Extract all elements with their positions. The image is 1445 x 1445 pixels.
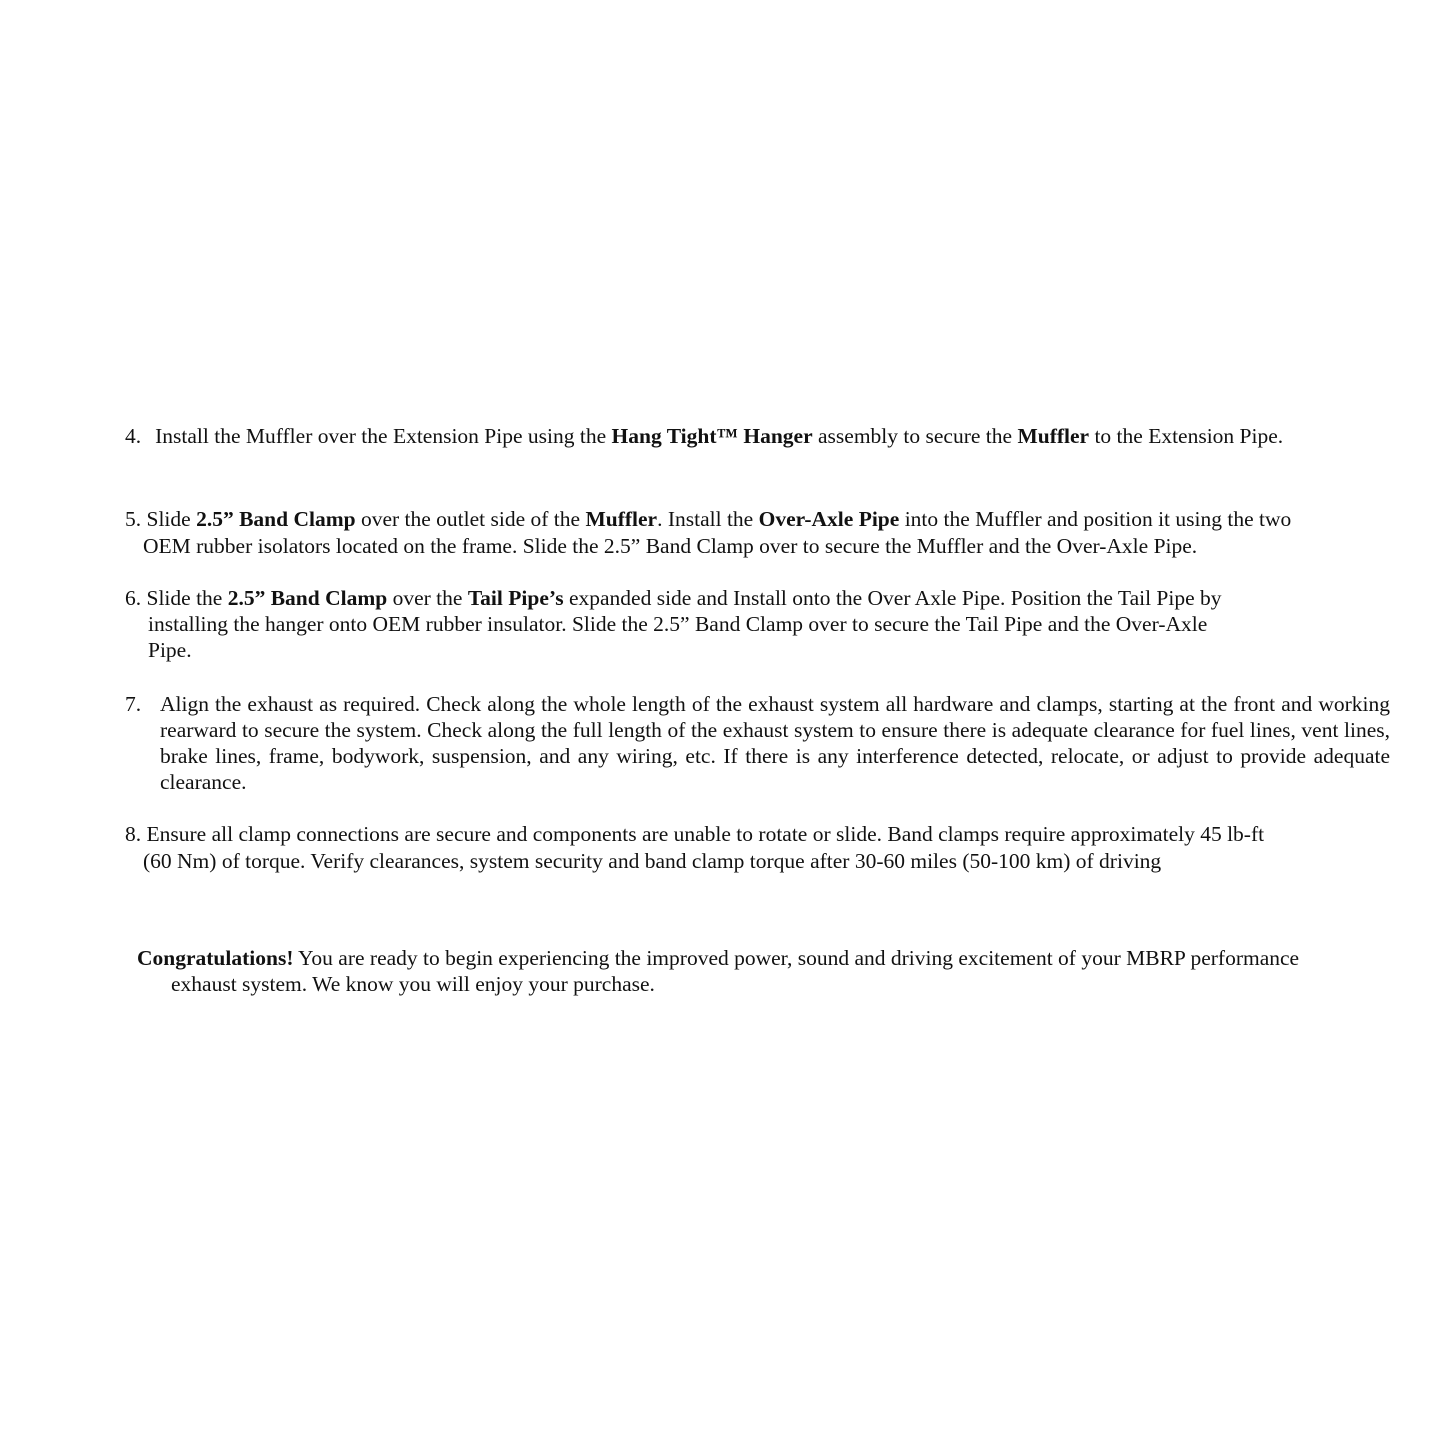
step-text: Slide the [141,586,228,610]
step-number: 7. [125,692,142,716]
step-bold-text: Tail Pipe’s [467,586,564,610]
step-8-line-2: (60 Nm) of torque. Verify clearances, system security and band clamp torque after 30-60 miles (50-100 km) of driving [143,849,1162,873]
step-bold-text: Muffler [1017,424,1090,448]
step-text: assembly to secure the [812,424,1018,448]
closing-line-2: exhaust system. We know you will enjoy your purchase. [171,972,655,996]
step-text: expanded side and Install onto the Over Axle Pipe. Position the Tail Pipe by [563,586,1222,610]
step-bold-text: Hang Tight™ Hanger [611,424,813,448]
step-6-line-2: installing the hanger onto OEM rubber insulator. Slide the 2.5” Band Clamp over to secure the Tail Pipe and the Over-Axle [148,612,1208,636]
step-number: 4. [125,424,142,448]
step-bold-text: Over-Axle Pipe [758,507,900,531]
step-6-line-3: Pipe. [148,638,192,662]
closing-text: You are ready to begin experiencing the improved power, sound and driving excitement of your MBRP performance [293,946,1300,970]
step-text: to the Extension Pipe. [1089,424,1284,448]
closing-bold-text: Congratulations! [137,946,294,970]
step-text: over the [387,586,468,610]
step-text: Ensure all clamp connections are secure and components are unable to rotate or slide. Band clamps require approximately 45 lb-ft [141,822,1265,846]
step-number: 6. [125,586,142,610]
step-text: over the outlet side of the [355,507,586,531]
step-text: Install the Muffler over the Extension Pipe using the [155,424,612,448]
step-bold-text: 2.5” Band Clamp [227,586,388,610]
step-bold-text: Muffler [585,507,658,531]
step-7-text: Align the exhaust as required. Check along the whole length of the exhaust system all hardware and clamps, starting at the front and working rearward to secure the system. Check along the full length of the exhaust system to ensure there is adequate clearance for fuel lines, vent lines, brake lines, frame, bodywork, suspension, and any wiring, etc. If there is any interference detected, relocate, or adjust to provide adequate clearance. [160,692,1390,794]
step-text: into the Muffler and position it using the two [899,507,1292,531]
closing-line-1 [137,945,1299,971]
step-number: 8. [125,822,142,846]
step-text: Slide [141,507,197,531]
step-6-line-1 [125,585,1222,611]
step-5-line-1 [125,506,1291,532]
step-8-line-1 [125,821,1264,847]
step-number: 5. [125,507,142,531]
step-text: . Install the [657,507,759,531]
step-bold-text: 2.5” Band Clamp [196,507,356,531]
step-5-line-2: OEM rubber isolators located on the frame. Slide the 2.5” Band Clamp over to secure the Muffler and the Over-Axle Pipe. [143,534,1198,558]
step-4 [125,423,1283,449]
